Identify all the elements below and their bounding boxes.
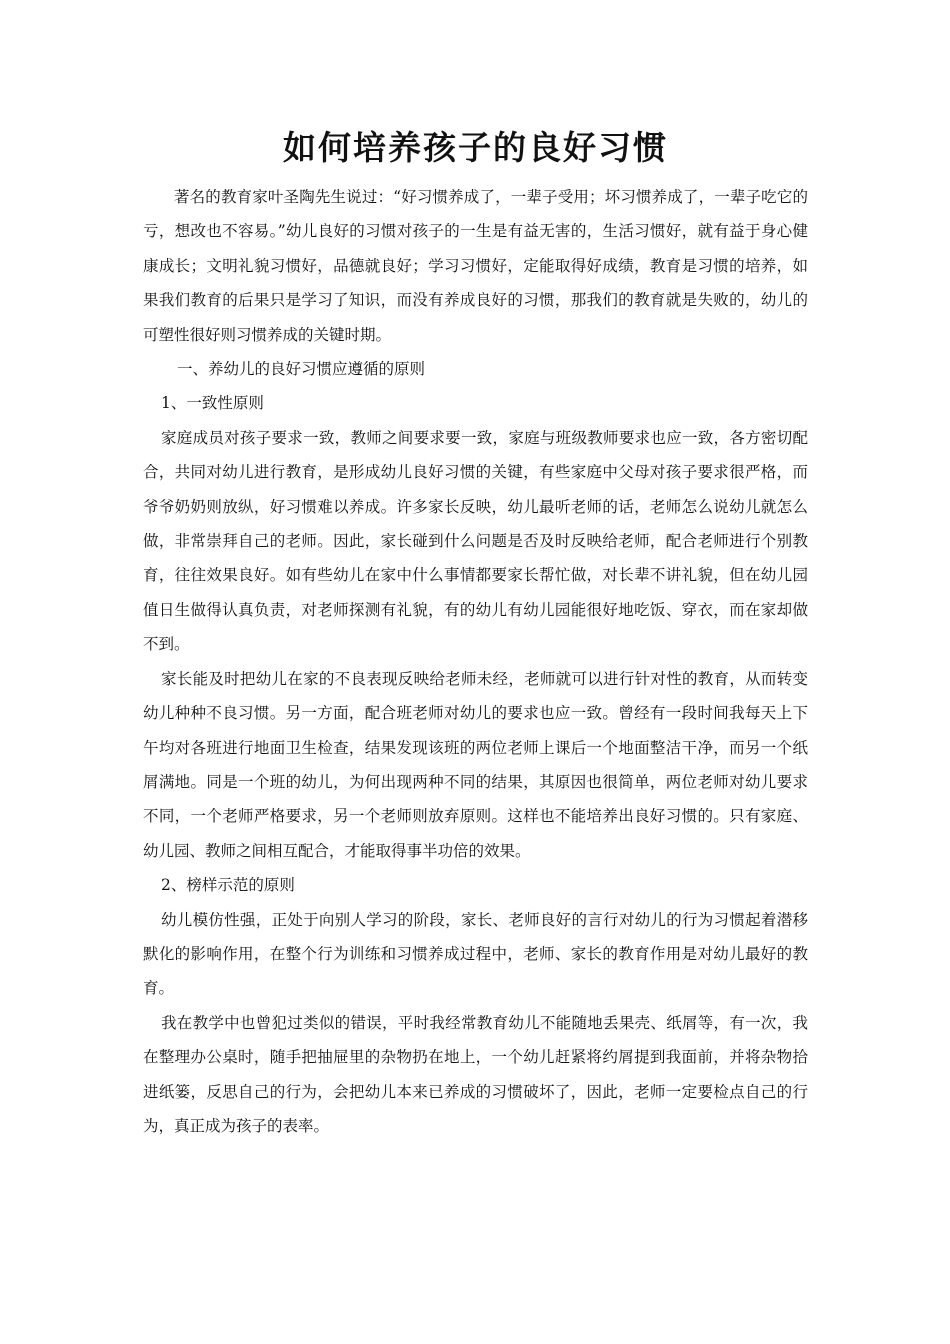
subheading-role-model-principle: 2、榜样示范的原则 (161, 876, 295, 895)
subheading-consistency-principle: 1、一致性原则 (161, 394, 264, 413)
consistency-paragraph-2: 家长能及时把幼儿在家的不良表现反映给老师未经，老师就可以进行针对性的教育，从而转变幼儿种种不良习惯。另一方面，配合班老师对幼儿的要求也应一致。曾经有一段时间我每天上下午均对各班进行地面卫生检查，结果发现该班的两位老师上课后一个地面整洁干净，而另一个纸屑满地。同是一个班的幼儿，为何出现两种不同的结果，其原因也很简单，两位老师对幼儿要求不同，一个老师严格要求，另一个老师则放弃原则。这样也不能培养出良好习惯的。只有家庭、幼儿园、教师之间相互配合，才能取得事半功倍的效果。 (143, 669, 808, 860)
section-heading-principles: 一、养幼儿的良好习惯应遵循的原则 (177, 360, 426, 379)
role-model-paragraph-1: 幼儿模仿性强，正处于向别人学习的阶段，家长、老师良好的言行对幼儿的行为习惯起着潜移默化的影响作用，在整个行为训练和习惯养成过程中，老师、家长的教育作用是对幼儿最好的教育。 (143, 910, 808, 998)
role-model-paragraph-2: 我在教学中也曾犯过类似的错误，平时我经常教育幼儿不能随地丢果壳、纸屑等，有一次，我在整理办公桌时，随手把抽屉里的杂物扔在地上，一个幼儿赶紧将约屑提到我面前，并将杂物拾进纸篓，反思自己的行为，会把幼儿本来已养成的习惯破坏了，因此，老师一定要检点自己的行为，真正成为孩子的表率。 (143, 1013, 808, 1135)
consistency-paragraph-1: 家庭成员对孩子要求一致，教师之间要求要一致，家庭与班级教师要求也应一致，各方密切配合，共同对幼儿进行教育，是形成幼儿良好习惯的关键，有些家庭中父母对孩子要求很严格，而爷爷奶奶则放纵，好习惯难以养成。许多家长反映，幼儿最听老师的话，老师怎么说幼儿就怎么做，非常崇拜自己的老师。因此，家长碰到什么问题是否及时反映给老师，配合老师进行个别教育，往往效果良好。如有些幼儿在家中什么事情都要家长帮忙做，对长辈不讲礼貌，但在幼儿园值日生做得认真负责，对老师探测有礼貌，有的幼儿有幼儿园能很好地吃饭、穿衣，而在家却做不到。 (143, 428, 808, 654)
document-page (143, 118, 808, 1143)
intro-paragraph: 著名的教育家叶圣陶先生说过：“好习惯养成了，一辈子受用；坏习惯养成了，一辈子吃它的亏，想改也不容易。”幼儿良好的习惯对孩子的一生是有益无害的，生活习惯好，就有益于身心健康成长；文明礼貌习惯好，品德就良好；学习习惯好，定能取得好成绩，教育是习惯的培养，如果我们教育的后果只是学习了知识，而没有养成良好的习惯，那我们的教育就是失败的，幼儿的可塑性很好则习惯养成的关键时期。 (143, 188, 808, 344)
document-title: 如何培养孩子的良好习惯 (283, 128, 668, 167)
